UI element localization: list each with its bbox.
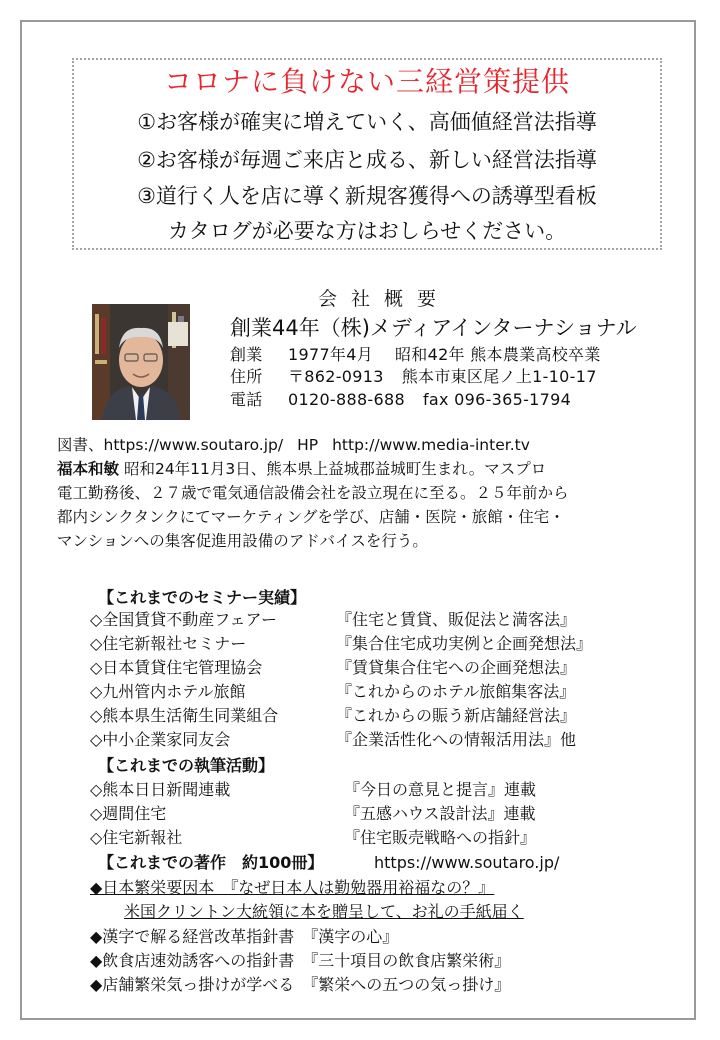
writing-org: ◇週間住宅 xyxy=(90,804,167,823)
bio-text: 昭和24年11月3日、熊本県上益城郡益城町生まれ。マスプロ xyxy=(123,460,547,478)
notice-box xyxy=(72,58,662,250)
company-phone xyxy=(230,387,571,410)
featured-book-note: 米国クリントン大統領に本を贈呈して、お礼の手紙届く xyxy=(124,902,524,921)
founded-date: 1977年4月 xyxy=(288,345,373,364)
founded-label: 創業 xyxy=(230,345,263,364)
company-address xyxy=(230,364,597,387)
seminar-org: ◇日本賃貸住宅管理協会 xyxy=(90,658,263,677)
book-item: ◆飲食店速効誘客への指針書 『三十項目の飲食店繁栄術』 xyxy=(90,951,511,970)
notice-line: ①お客様が確実に増えていく、高価値経営法指導 xyxy=(137,110,597,134)
notice-title: コロナに負けない三経営策提供 xyxy=(163,65,570,98)
notice-line: ③道行く人を店に導く新規客獲得への誘導型看板 xyxy=(137,184,597,208)
writing-org: ◇熊本日日新聞連載 xyxy=(90,780,231,799)
book-item: ◆漢字で解る経営改革指針書 『漢字の心』 xyxy=(90,927,399,946)
seminar-org: ◇全国賃貸不動産フェアー xyxy=(90,610,278,629)
company-founded xyxy=(230,342,601,365)
seminar-title: 『これからのホテル旅館集客法』 xyxy=(336,682,576,701)
company-heading: 会社概要 xyxy=(318,288,451,310)
books-heading-line xyxy=(98,852,560,874)
writing-title: 『今日の意見と提言』連載 xyxy=(344,780,537,799)
seminar-org: ◇中小企業家同友会 xyxy=(90,730,231,749)
phone-number: 0120-888-688 xyxy=(288,390,405,409)
writing-title: 『五感ハウス設計法』連載 xyxy=(344,804,536,823)
book-item: ◆店舗繁栄気っ掛けが学べる 『繁栄への五つの気っ掛け』 xyxy=(90,975,511,994)
company-name: 創業44年（株)メディアインターナショナル xyxy=(230,316,637,340)
books-url[interactable]: https://www.soutaro.jp/ xyxy=(374,853,560,872)
seminar-org: ◇熊本県生活衛生同業組合 xyxy=(90,706,279,725)
seminar-title: 『集合住宅成功実例と企画発想法』 xyxy=(336,634,593,653)
notice-line: カタログが必要な方はおしらせください。 xyxy=(167,219,567,243)
books-heading: 【これまでの著作 約100冊】 xyxy=(98,853,324,872)
bio-line: マンションへの集客促進用設備のアドバイスを行う。 xyxy=(57,532,428,550)
address-label: 住所 xyxy=(230,367,263,386)
seminars-heading: 【これまでのセミナー実績】 xyxy=(98,588,307,607)
phone-label: 電話 xyxy=(230,390,263,409)
bio-line: 都内シンクタンクにてマーケティングを学び、店舗・医院・旅館・住宅・ xyxy=(57,508,565,526)
seminar-title: 『これからの賑う新店舗経営法』 xyxy=(336,706,577,725)
seminar-title: 『企業活性化への情報活用法』他 xyxy=(336,730,577,749)
seminar-title: 『住宅と賃貸、販促法と満客法』 xyxy=(336,610,577,629)
writing-title: 『住宅販売戦略への指針』 xyxy=(344,828,537,847)
bio-line xyxy=(57,457,546,479)
notice-line: ②お客様が毎週ご来店と成る、新しい経営法指導 xyxy=(137,148,597,172)
postal-code: 〒862-0913 xyxy=(288,367,384,386)
portrait-illustration xyxy=(92,304,190,420)
seminar-title: 『賃貸集合住宅への企画発想法』 xyxy=(336,658,577,677)
founded-note: 昭和42年 熊本農業高校卒業 xyxy=(395,345,601,364)
portrait-photo xyxy=(92,304,190,420)
bio-links-line xyxy=(57,433,530,455)
hp-label: HP xyxy=(297,436,319,454)
featured-book: ◆日本繁栄要因本 『なぜ日本人は勤勉器用裕福なの？』 xyxy=(90,878,495,897)
writings-heading: 【これまでの執筆活動】 xyxy=(98,756,275,775)
author-name: 福本和敏 xyxy=(57,460,120,478)
fax-number: fax 096-365-1794 xyxy=(422,390,572,409)
seminar-org: ◇九州管内ホテル旅館 xyxy=(90,682,246,701)
bio-line: 電工勤務後、２７歳で電気通信設備会社を設立現在に至る。２５年前から xyxy=(57,484,569,502)
seminar-org: ◇住宅新報社セミナー xyxy=(90,634,247,653)
address-text: 熊本市東区尾ノ上1-10-17 xyxy=(401,367,597,386)
homepage-link[interactable]: http://www.media-inter.tv xyxy=(332,436,530,454)
books-link[interactable]: 図書、https://www.soutaro.jp/ xyxy=(57,436,284,454)
writing-org: ◇住宅新報社 xyxy=(90,828,183,847)
